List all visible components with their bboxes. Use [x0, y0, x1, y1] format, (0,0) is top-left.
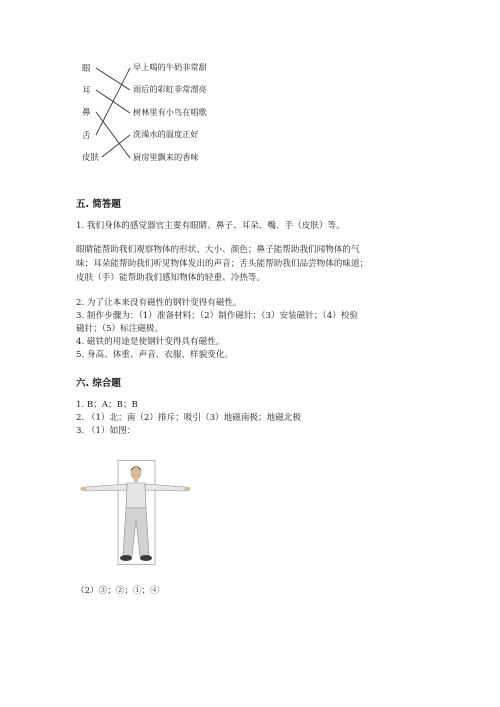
boy-figure [80, 460, 190, 566]
boy-illustration [80, 460, 190, 566]
matching-diagram [0, 0, 500, 175]
sense-skin: 皮肤 [82, 153, 100, 163]
matching-lines [0, 0, 500, 175]
answer-5-4: 4. 磁铁的用途是使钢针变得具有磁性。 [76, 337, 225, 347]
answer-5-1: 1. 我们身体的感觉器官主要有眼睛、鼻子、耳朵、嘴、手（皮肤）等。 [76, 221, 345, 231]
answer-6-1: 1. B；A；B；B [76, 400, 138, 410]
match-line-skin [102, 135, 130, 157]
phrase-milk: 早上喝的牛奶非常甜 [133, 62, 207, 72]
section5-title: 五. 简答题 [76, 199, 121, 210]
sense-nose: 鼻 [82, 108, 91, 118]
answer-6-3-part2: （2）③；②；①；④ [76, 586, 159, 596]
answer-5-1-detail-line1: 眼睛能帮助我们观察物体的形状、大小、颜色；鼻子能帮助我们闻物体的气 [76, 245, 360, 255]
sense-ear: 耳 [82, 86, 91, 96]
answer-6-3: 3. （1）如图： [76, 426, 136, 436]
answer-5-1-detail-line2: 味；耳朵能帮助我们听见物体发出的声音；舌头能帮助我们品尝物体的味道； [76, 259, 369, 269]
match-line-tongue [96, 68, 130, 135]
sense-tongue: 舌 [82, 131, 91, 141]
phrase-kitchen: 厨房里飘来的香味 [133, 152, 199, 162]
answer-5-3-line1: 3. 制作步骤为：（1）准备材料；（2）制作磁针；（3）安装磁针；（4）校验 [76, 311, 359, 321]
section6-title: 六. 综合题 [76, 378, 121, 389]
answer-5-1-detail-line3: 皮肤（手）能帮助我们感知物体的轻重、冷热等。 [76, 273, 266, 283]
answer-5-5: 5. 身高、体重、声音、衣服、样貌变化。 [76, 350, 234, 360]
answer-5-2: 2. 为了让本来没有磁性的钢针变得有磁性。 [76, 298, 242, 308]
answer-6-2: 2. （1）北；南（2）排斥；吸引（3）地磁南极；地磁北极 [76, 413, 301, 423]
sense-eye: 眼 [82, 64, 91, 74]
phrase-birds: 树林里有小鸟在唱歌 [133, 107, 207, 117]
phrase-rainbow: 雨后的彩虹非常漂亮 [133, 84, 207, 94]
match-line-nose [96, 112, 130, 158]
phrase-bath: 洗澡水的温度正好 [133, 129, 199, 139]
answer-5-3-line2: 磁针；（5）标注磁极。 [76, 324, 164, 334]
